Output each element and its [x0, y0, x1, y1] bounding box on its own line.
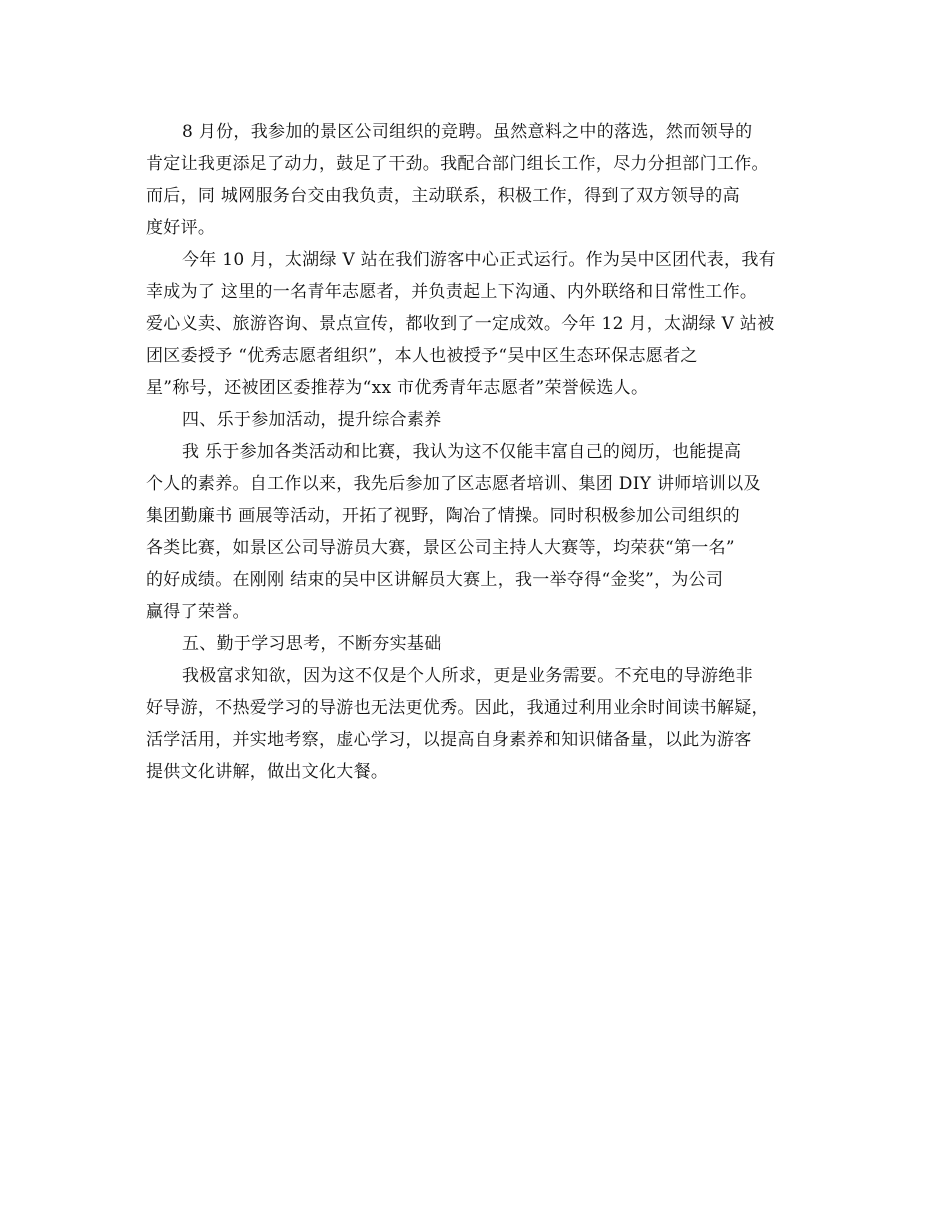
- paragraph-4-line-4: 提供文化讲解，做出文化大餐。: [146, 762, 389, 782]
- document-body: [146, 116, 826, 788]
- paragraph-1-line-4: 度好评。: [146, 218, 216, 238]
- paragraph-2-line-2: 幸成为了 这里的一名青年志愿者，并负责起上下沟通、内外联络和日常性工作。: [146, 282, 758, 302]
- paragraph-1-line-2: 肯定让我更添足了动力，鼓足了干劲。我配合部门组长工作，尽力分担部门工作。: [146, 154, 769, 174]
- paragraph-3-line-3: 集团勤廉书 画展等活动，开拓了视野，陶冶了情操。同时积极参加公司组织的: [146, 506, 740, 526]
- paragraph-3-line-4: 各类比赛，如景区公司导游员大赛，景区公司主持人大赛等，均荣获“第一名”: [146, 538, 735, 558]
- paragraph-3-line-5: 的好成绩。在刚刚 结束的吴中区讲解员大赛上，我一举夺得“金奖”，为公司: [146, 570, 724, 590]
- paragraph-1-line-1: 8 月份，我参加的景区公司组织的竞聘。虽然意料之中的落选，然而领导的: [182, 122, 753, 142]
- paragraph-4-line-2: 好导游，不热爱学习的导游也无法更优秀。因此，我通过利用业余时间读书解疑，: [146, 698, 769, 718]
- section-heading-4: 四、乐于参加活动，提升综合素养: [182, 410, 442, 430]
- paragraph-4-line-1: 我极富求知欲，因为这不仅是个人所求，更是业务需要。不充电的导游绝非: [182, 666, 753, 686]
- paragraph-2-line-1: 今年 10 月，太湖绿 V 站在我们游客中心正式运行。作为吴中区团代表，我有: [182, 250, 776, 270]
- paragraph-3-line-2: 个人的素养。自工作以来，我先后参加了区志愿者培训、集团 DIY 讲师培训以及: [146, 474, 761, 494]
- paragraph-4-line-3: 活学活用，并实地考察，虚心学习，以提高自身素养和知识储备量，以此为游客: [146, 730, 752, 750]
- paragraph-2-line-3: 爱心义卖、旅游咨询、景点宣传，都收到了一定成效。今年 12 月，太湖绿 V 站被: [146, 314, 775, 334]
- paragraph-2-line-5: 星”称号，还被团区委推荐为“xx 市优秀青年志愿者”荣誉候选人。: [146, 378, 649, 398]
- paragraph-1-line-3: 而后，同 城网服务台交由我负责，主动联系，积极工作，得到了双方领导的高: [146, 186, 740, 206]
- section-heading-5: 五、勤于学习思考，不断夯实基础: [182, 634, 442, 654]
- paragraph-3-line-1: 我 乐于参加各类活动和比赛，我认为这不仅能丰富自己的阅历，也能提高: [182, 442, 742, 462]
- paragraph-3-line-6: 赢得了荣誉。: [146, 602, 250, 622]
- paragraph-2-line-4: 团区委授予 “优秀志愿者组织”，本人也被授予“吴中区生态环保志愿者之: [146, 346, 698, 366]
